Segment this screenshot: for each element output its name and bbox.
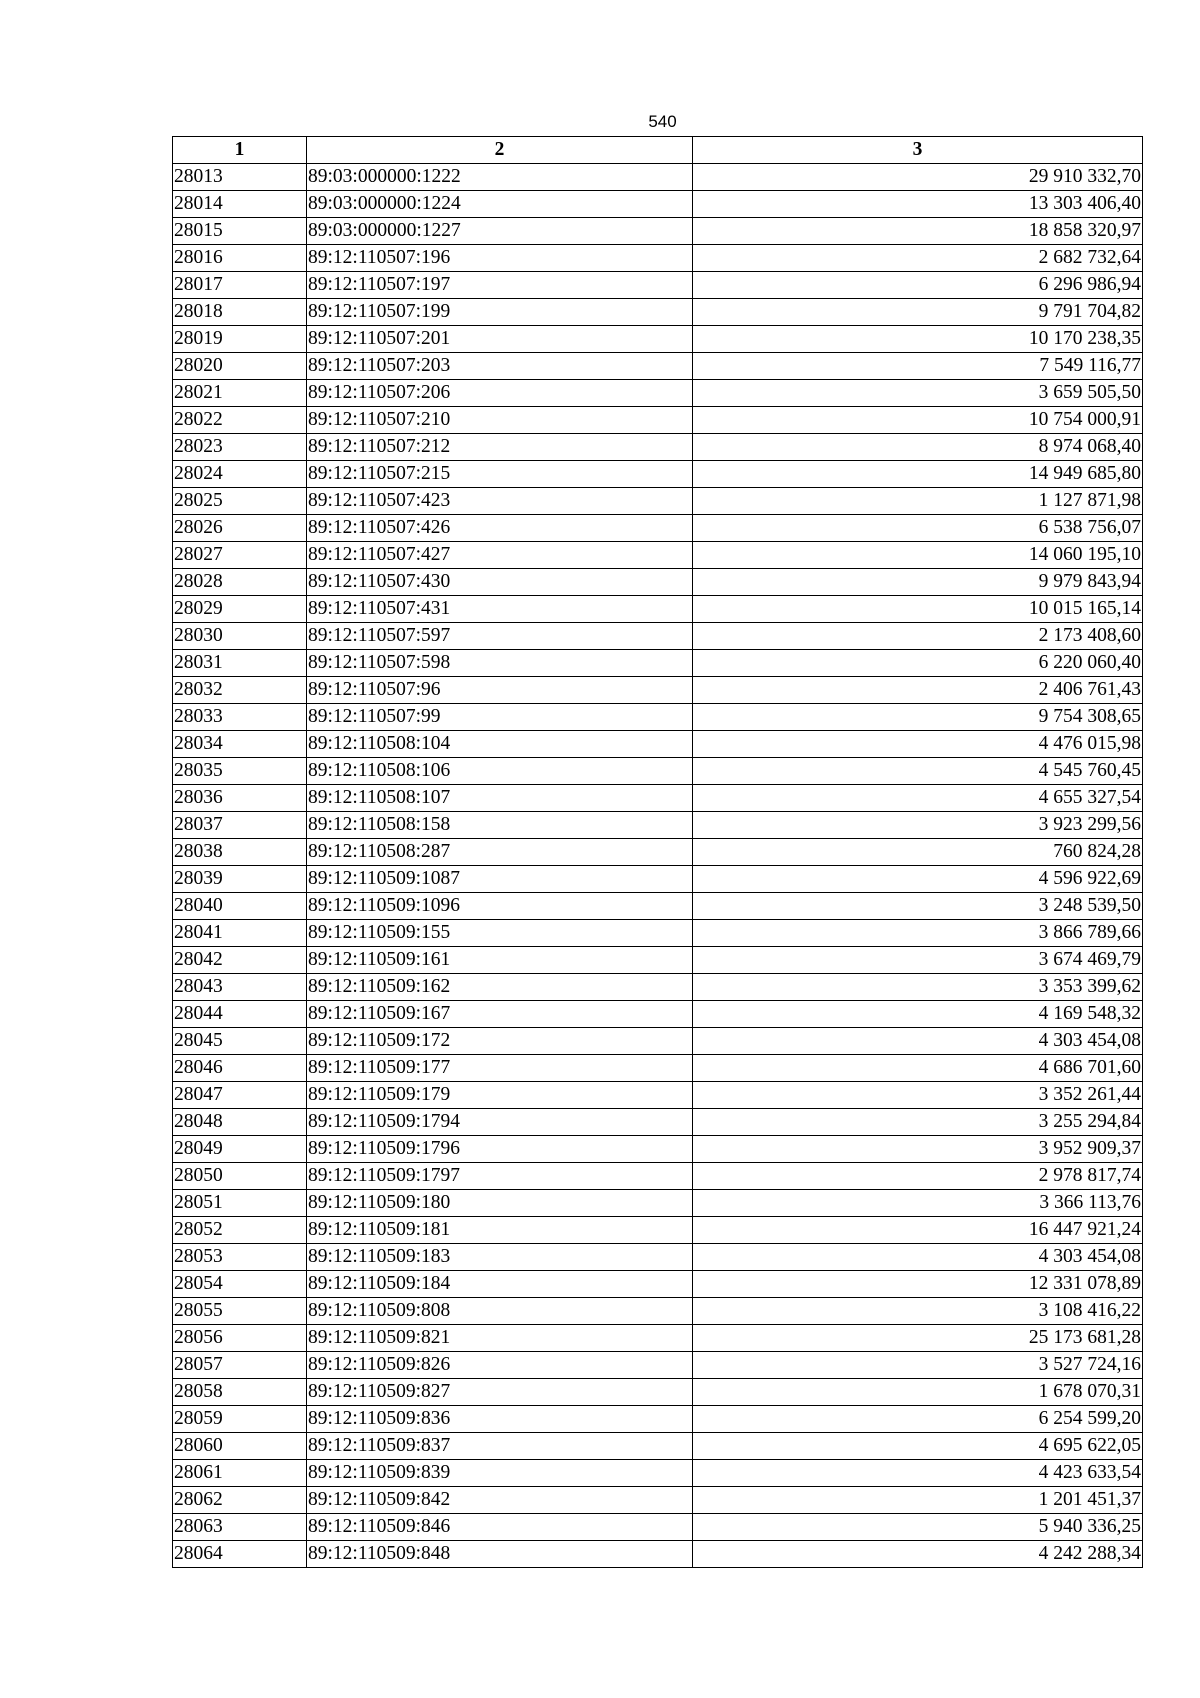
page-number: 540 xyxy=(648,112,677,131)
table-row xyxy=(173,812,1143,839)
cadastral-number-cell: 89:03:000000:1227 xyxy=(307,218,693,245)
value-cell: 29 910 332,70 xyxy=(693,164,1143,191)
row-number-cell: 28043 xyxy=(173,974,307,1001)
column-header-1: 1 xyxy=(173,137,307,164)
table-row xyxy=(173,866,1143,893)
cadastral-number-cell: 89:12:110507:597 xyxy=(307,623,693,650)
cadastral-number-cell: 89:12:110508:107 xyxy=(307,785,693,812)
cadastral-number-cell: 89:12:110507:212 xyxy=(307,434,693,461)
cadastral-number-cell: 89:12:110509:842 xyxy=(307,1487,693,1514)
row-number-cell: 28044 xyxy=(173,1001,307,1028)
value-cell: 4 655 327,54 xyxy=(693,785,1143,812)
table-row xyxy=(173,407,1143,434)
table-row xyxy=(173,704,1143,731)
cadastral-number-cell: 89:12:110507:196 xyxy=(307,245,693,272)
row-number-cell: 28027 xyxy=(173,542,307,569)
cadastral-number-cell: 89:12:110509:1796 xyxy=(307,1136,693,1163)
value-cell: 12 331 078,89 xyxy=(693,1271,1143,1298)
cadastral-number-cell: 89:12:110507:431 xyxy=(307,596,693,623)
table-row xyxy=(173,677,1143,704)
value-cell: 4 545 760,45 xyxy=(693,758,1143,785)
value-cell: 10 170 238,35 xyxy=(693,326,1143,353)
value-cell: 2 978 817,74 xyxy=(693,1163,1143,1190)
value-cell: 10 754 000,91 xyxy=(693,407,1143,434)
row-number-cell: 28038 xyxy=(173,839,307,866)
table-row xyxy=(173,758,1143,785)
row-number-cell: 28026 xyxy=(173,515,307,542)
value-cell: 4 169 548,32 xyxy=(693,1001,1143,1028)
table-row xyxy=(173,1352,1143,1379)
row-number-cell: 28025 xyxy=(173,488,307,515)
value-cell: 3 108 416,22 xyxy=(693,1298,1143,1325)
value-cell: 3 366 113,76 xyxy=(693,1190,1143,1217)
row-number-cell: 28062 xyxy=(173,1487,307,1514)
row-number-cell: 28039 xyxy=(173,866,307,893)
cadastral-number-cell: 89:12:110507:96 xyxy=(307,677,693,704)
cadastral-number-cell: 89:12:110507:426 xyxy=(307,515,693,542)
row-number-cell: 28052 xyxy=(173,1217,307,1244)
value-cell: 3 352 261,44 xyxy=(693,1082,1143,1109)
value-cell: 6 296 986,94 xyxy=(693,272,1143,299)
row-number-cell: 28049 xyxy=(173,1136,307,1163)
cadastral-number-cell: 89:12:110509:179 xyxy=(307,1082,693,1109)
cadastral-number-cell: 89:12:110509:161 xyxy=(307,947,693,974)
cadastral-number-cell: 89:12:110508:104 xyxy=(307,731,693,758)
table-row xyxy=(173,1190,1143,1217)
value-cell: 16 447 921,24 xyxy=(693,1217,1143,1244)
value-cell: 25 173 681,28 xyxy=(693,1325,1143,1352)
value-cell: 3 866 789,66 xyxy=(693,920,1143,947)
value-cell: 4 596 922,69 xyxy=(693,866,1143,893)
cadastral-number-cell: 89:12:110509:848 xyxy=(307,1541,693,1568)
row-number-cell: 28047 xyxy=(173,1082,307,1109)
column-header-3: 3 xyxy=(693,137,1143,164)
cadastral-number-cell: 89:03:000000:1222 xyxy=(307,164,693,191)
cadastral-number-cell: 89:12:110509:827 xyxy=(307,1379,693,1406)
value-cell: 10 015 165,14 xyxy=(693,596,1143,623)
cadastral-number-cell: 89:12:110509:1087 xyxy=(307,866,693,893)
cadastral-number-cell: 89:12:110507:206 xyxy=(307,380,693,407)
row-number-cell: 28029 xyxy=(173,596,307,623)
value-cell: 1 678 070,31 xyxy=(693,1379,1143,1406)
row-number-cell: 28048 xyxy=(173,1109,307,1136)
row-number-cell: 28019 xyxy=(173,326,307,353)
table-row xyxy=(173,542,1143,569)
cadastral-number-cell: 89:12:110508:106 xyxy=(307,758,693,785)
value-cell: 5 940 336,25 xyxy=(693,1514,1143,1541)
cadastral-number-cell: 89:12:110509:1794 xyxy=(307,1109,693,1136)
row-number-cell: 28020 xyxy=(173,353,307,380)
cadastral-number-cell: 89:12:110507:203 xyxy=(307,353,693,380)
value-cell: 3 353 399,62 xyxy=(693,974,1143,1001)
value-cell: 3 674 469,79 xyxy=(693,947,1143,974)
cadastral-number-cell: 89:12:110509:1096 xyxy=(307,893,693,920)
cadastral-number-cell: 89:12:110508:287 xyxy=(307,839,693,866)
row-number-cell: 28013 xyxy=(173,164,307,191)
table-row xyxy=(173,1487,1143,1514)
value-cell: 6 254 599,20 xyxy=(693,1406,1143,1433)
row-number-cell: 28051 xyxy=(173,1190,307,1217)
row-number-cell: 28023 xyxy=(173,434,307,461)
cadastral-number-cell: 89:12:110509:183 xyxy=(307,1244,693,1271)
value-cell: 9 754 308,65 xyxy=(693,704,1143,731)
row-number-cell: 28045 xyxy=(173,1028,307,1055)
cadastral-number-cell: 89:12:110507:197 xyxy=(307,272,693,299)
table-body xyxy=(173,164,1143,1568)
value-cell: 4 242 288,34 xyxy=(693,1541,1143,1568)
value-cell: 3 248 539,50 xyxy=(693,893,1143,920)
table-row xyxy=(173,218,1143,245)
value-cell: 3 659 505,50 xyxy=(693,380,1143,407)
value-cell: 13 303 406,40 xyxy=(693,191,1143,218)
row-number-cell: 28037 xyxy=(173,812,307,839)
table-row xyxy=(173,839,1143,866)
cadastral-number-cell: 89:12:110507:99 xyxy=(307,704,693,731)
table-row xyxy=(173,974,1143,1001)
row-number-cell: 28031 xyxy=(173,650,307,677)
table-row xyxy=(173,893,1143,920)
row-number-cell: 28064 xyxy=(173,1541,307,1568)
value-cell: 4 695 622,05 xyxy=(693,1433,1143,1460)
cadastral-number-cell: 89:12:110509:181 xyxy=(307,1217,693,1244)
value-cell: 7 549 116,77 xyxy=(693,353,1143,380)
row-number-cell: 28056 xyxy=(173,1325,307,1352)
row-number-cell: 28028 xyxy=(173,569,307,596)
cadastral-number-cell: 89:12:110509:162 xyxy=(307,974,693,1001)
cadastral-number-cell: 89:12:110509:167 xyxy=(307,1001,693,1028)
value-cell: 2 406 761,43 xyxy=(693,677,1143,704)
table-row xyxy=(173,1217,1143,1244)
value-cell: 3 527 724,16 xyxy=(693,1352,1143,1379)
value-cell: 2 682 732,64 xyxy=(693,245,1143,272)
value-cell: 8 974 068,40 xyxy=(693,434,1143,461)
cadastral-number-cell: 89:12:110509:1797 xyxy=(307,1163,693,1190)
cadastral-number-cell: 89:12:110507:430 xyxy=(307,569,693,596)
table-row xyxy=(173,947,1143,974)
table-row xyxy=(173,1055,1143,1082)
row-number-cell: 28059 xyxy=(173,1406,307,1433)
table-row xyxy=(173,1433,1143,1460)
table-row xyxy=(173,1541,1143,1568)
table-row xyxy=(173,731,1143,758)
value-cell: 760 824,28 xyxy=(693,839,1143,866)
table-row xyxy=(173,920,1143,947)
cadastral-number-cell: 89:12:110509:837 xyxy=(307,1433,693,1460)
row-number-cell: 28042 xyxy=(173,947,307,974)
value-cell: 14 060 195,10 xyxy=(693,542,1143,569)
cadastral-number-cell: 89:12:110509:172 xyxy=(307,1028,693,1055)
table-row xyxy=(173,434,1143,461)
row-number-cell: 28063 xyxy=(173,1514,307,1541)
table-row xyxy=(173,1325,1143,1352)
row-number-cell: 28041 xyxy=(173,920,307,947)
table-row xyxy=(173,299,1143,326)
value-cell: 4 476 015,98 xyxy=(693,731,1143,758)
row-number-cell: 28050 xyxy=(173,1163,307,1190)
table-row xyxy=(173,326,1143,353)
cadastral-number-cell: 89:12:110507:201 xyxy=(307,326,693,353)
value-cell: 4 303 454,08 xyxy=(693,1244,1143,1271)
table-row xyxy=(173,1379,1143,1406)
value-cell: 2 173 408,60 xyxy=(693,623,1143,650)
row-number-cell: 28022 xyxy=(173,407,307,434)
cadastral-number-cell: 89:03:000000:1224 xyxy=(307,191,693,218)
table-row xyxy=(173,785,1143,812)
row-number-cell: 28057 xyxy=(173,1352,307,1379)
table-row xyxy=(173,488,1143,515)
table-row xyxy=(173,1163,1143,1190)
cadastral-number-cell: 89:12:110509:177 xyxy=(307,1055,693,1082)
cadastral-number-cell: 89:12:110509:821 xyxy=(307,1325,693,1352)
row-number-cell: 28055 xyxy=(173,1298,307,1325)
row-number-cell: 28061 xyxy=(173,1460,307,1487)
row-number-cell: 28046 xyxy=(173,1055,307,1082)
cadastral-number-cell: 89:12:110507:427 xyxy=(307,542,693,569)
table-row xyxy=(173,1406,1143,1433)
row-number-cell: 28018 xyxy=(173,299,307,326)
table-row xyxy=(173,1514,1143,1541)
value-cell: 14 949 685,80 xyxy=(693,461,1143,488)
value-cell: 4 686 701,60 xyxy=(693,1055,1143,1082)
table-row xyxy=(173,596,1143,623)
table-row xyxy=(173,353,1143,380)
value-cell: 3 923 299,56 xyxy=(693,812,1143,839)
table-row xyxy=(173,245,1143,272)
table-row xyxy=(173,164,1143,191)
cadastral-number-cell: 89:12:110507:215 xyxy=(307,461,693,488)
table-row xyxy=(173,650,1143,677)
header-row xyxy=(173,137,1143,164)
row-number-cell: 28024 xyxy=(173,461,307,488)
value-cell: 18 858 320,97 xyxy=(693,218,1143,245)
value-cell: 9 979 843,94 xyxy=(693,569,1143,596)
table-row xyxy=(173,461,1143,488)
table-row xyxy=(173,1298,1143,1325)
cadastral-number-cell: 89:12:110509:836 xyxy=(307,1406,693,1433)
table-row xyxy=(173,1001,1143,1028)
table-header xyxy=(173,137,1143,164)
value-cell: 9 791 704,82 xyxy=(693,299,1143,326)
value-cell: 4 303 454,08 xyxy=(693,1028,1143,1055)
cadastral-number-cell: 89:12:110509:180 xyxy=(307,1190,693,1217)
cadastral-number-cell: 89:12:110509:184 xyxy=(307,1271,693,1298)
cadastral-number-cell: 89:12:110508:158 xyxy=(307,812,693,839)
table-row xyxy=(173,623,1143,650)
column-header-2: 2 xyxy=(307,137,693,164)
cadastral-number-cell: 89:12:110507:210 xyxy=(307,407,693,434)
cadastral-number-cell: 89:12:110509:155 xyxy=(307,920,693,947)
row-number-cell: 28015 xyxy=(173,218,307,245)
row-number-cell: 28058 xyxy=(173,1379,307,1406)
row-number-cell: 28034 xyxy=(173,731,307,758)
value-cell: 3 952 909,37 xyxy=(693,1136,1143,1163)
value-cell: 3 255 294,84 xyxy=(693,1109,1143,1136)
row-number-cell: 28014 xyxy=(173,191,307,218)
row-number-cell: 28021 xyxy=(173,380,307,407)
table-row xyxy=(173,1244,1143,1271)
table-row xyxy=(173,1082,1143,1109)
row-number-cell: 28017 xyxy=(173,272,307,299)
cadastral-number-cell: 89:12:110507:598 xyxy=(307,650,693,677)
table-row xyxy=(173,1271,1143,1298)
value-cell: 6 220 060,40 xyxy=(693,650,1143,677)
data-table xyxy=(172,136,1143,1568)
table-row xyxy=(173,1460,1143,1487)
cadastral-number-cell: 89:12:110507:423 xyxy=(307,488,693,515)
row-number-cell: 28036 xyxy=(173,785,307,812)
value-cell: 1 127 871,98 xyxy=(693,488,1143,515)
row-number-cell: 28060 xyxy=(173,1433,307,1460)
table-row xyxy=(173,191,1143,218)
cadastral-number-cell: 89:12:110509:826 xyxy=(307,1352,693,1379)
table-row xyxy=(173,569,1143,596)
row-number-cell: 28032 xyxy=(173,677,307,704)
row-number-cell: 28054 xyxy=(173,1271,307,1298)
cadastral-number-cell: 89:12:110509:846 xyxy=(307,1514,693,1541)
table-row xyxy=(173,272,1143,299)
row-number-cell: 28016 xyxy=(173,245,307,272)
table-row xyxy=(173,380,1143,407)
row-number-cell: 28033 xyxy=(173,704,307,731)
table-row xyxy=(173,1109,1143,1136)
value-cell: 6 538 756,07 xyxy=(693,515,1143,542)
row-number-cell: 28040 xyxy=(173,893,307,920)
row-number-cell: 28053 xyxy=(173,1244,307,1271)
row-number-cell: 28030 xyxy=(173,623,307,650)
table-row xyxy=(173,1136,1143,1163)
cadastral-number-cell: 89:12:110509:808 xyxy=(307,1298,693,1325)
cadastral-number-cell: 89:12:110507:199 xyxy=(307,299,693,326)
value-cell: 4 423 633,54 xyxy=(693,1460,1143,1487)
cadastral-number-cell: 89:12:110509:839 xyxy=(307,1460,693,1487)
table-row xyxy=(173,1028,1143,1055)
table-row xyxy=(173,515,1143,542)
row-number-cell: 28035 xyxy=(173,758,307,785)
value-cell: 1 201 451,37 xyxy=(693,1487,1143,1514)
